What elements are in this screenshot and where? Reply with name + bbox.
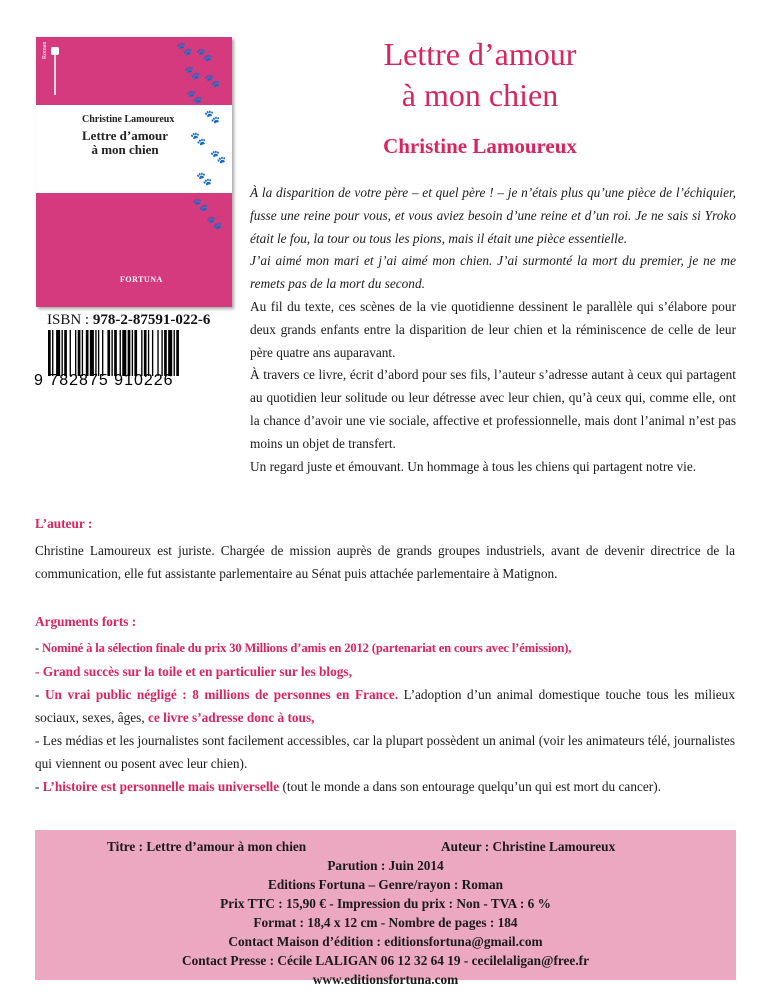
cover-vertical-rule xyxy=(54,51,56,95)
info-price: Prix TTC : 15,90 € - Impression du prix : Non - TVA : 6 % xyxy=(220,896,551,911)
barcode-bar xyxy=(78,330,81,376)
info-contact-press: Contact Presse : Cécile LALIGAN 06 12 32 64 19 - cecilelaligan@free.fr xyxy=(182,953,589,968)
cover-author: Christine Lamoureux xyxy=(82,114,175,125)
paw-print-icon: 🐾 xyxy=(184,65,201,80)
barcode-bar xyxy=(90,330,94,376)
barcode-bar xyxy=(174,330,175,376)
barcode-bar xyxy=(48,330,51,376)
barcode-bar xyxy=(102,330,103,376)
cover-title: Lettre d’amour à mon chien xyxy=(82,128,169,157)
arguments-heading: Arguments forts : xyxy=(35,614,137,629)
synopsis xyxy=(250,182,736,478)
author-bio: Christine Lamoureux est juriste. Chargée de mission auprès de grands groupes industriels, avant de devenir directrice de la communication, elle fut assistante parlementaire au Sénat puis attachée parlementaire à Matignon. xyxy=(35,543,735,581)
info-parution: Parution : Juin 2014 xyxy=(327,858,444,873)
paw-print-icon: 🐾 xyxy=(186,89,203,104)
barcode-bar xyxy=(120,330,121,376)
barcode-bar xyxy=(52,330,53,376)
info-author: Auteur : Christine Lamoureux xyxy=(441,839,616,854)
isbn-number: 978-2-87591-022-6 xyxy=(92,312,211,328)
paw-print-icon: 🐾 xyxy=(196,171,213,186)
barcode-bar xyxy=(107,330,110,376)
paw-print-icon: 🐾 xyxy=(204,109,221,124)
argument-item: - Nominé à la sélection finale du prix 30 Millions d’amis en 2012 (partenariat en cours avec l’émission), xyxy=(35,641,572,655)
barcode-bar xyxy=(122,330,126,376)
argument-item: - Grand succès sur la toile et en particulier sur les blogs, xyxy=(35,664,352,679)
argument-item: - L’histoire est personnelle mais universelle (tout le monde a dans son entourage quelqu’un qui est mort du cancer). xyxy=(35,779,661,794)
paw-print-icon: 🐾 xyxy=(176,41,193,56)
author-name: Christine Lamoureux xyxy=(383,134,577,158)
barcode-bar xyxy=(176,330,179,376)
synopsis-paragraph: À travers ce livre, écrit d’abord pour ses fils, l’auteur s’adresse autant à ceux qui partagent au quotidien leur solitude ou leur détresse avec leur chien, qu’à ceux qui, comme elle, ont la chance d’avoir une vie sociale, affective et professionnelle, mais dont l’animal n’est pas moins un objet de transfert. xyxy=(250,367,736,451)
paw-print-icon: 🐾 xyxy=(210,149,227,164)
argument-item: - Les médias et les journalistes sont facilement accessibles, car la plupart possèdent un animal (voir les animateurs télé, journalistes qui viennent ou posent avec leur chien). xyxy=(35,733,735,771)
barcode-bar xyxy=(114,330,117,376)
synopsis-quote-2: J’ai aimé mon mari et j’ai aimé mon chien. J’ai surmonté la mort du premier, je ne me remets pas de la mort du second. xyxy=(250,253,736,292)
synopsis-paragraph: Au fil du texte, ces scènes de la vie quotidienne dessinent le parallèle qui s’élabore pour deux grands enfants entre la disparition de leur chien et la réminiscence de celle de leur père quatre ans auparavant. xyxy=(250,298,736,360)
barcode-bar xyxy=(152,330,153,376)
barcode-bar xyxy=(161,330,162,376)
cover-vertical-label: Roman xyxy=(42,41,48,59)
paw-print-icon: 🐾 xyxy=(190,131,207,146)
info-contact-publisher: Contact Maison d’édition : editionsfortuna@gmail.com xyxy=(228,934,543,949)
barcode-bar xyxy=(56,330,60,376)
barcode-bar xyxy=(111,330,112,376)
synopsis-quote-1: À la disparition de votre père – et quel père ! – je n’étais plus qu’une pièce de l’échiquier, fusse une reine pour vous, et vous aviez besoin d’une reine et d’un roi. Je ne sais si Yroko était le fou, la tour ou tous les pions, mais il était une pièce essentielle. xyxy=(250,185,736,246)
author-heading: L’auteur : xyxy=(35,516,93,531)
barcode-bar xyxy=(62,330,63,376)
paw-print-icon: 🐾 xyxy=(206,215,223,230)
info-website: www.editionsfortuna.com xyxy=(312,972,459,987)
info-editions: Editions Fortuna – Genre/rayon : Roman xyxy=(267,877,504,892)
barcode-digits: 9 782875 910226 xyxy=(34,372,174,389)
paw-print-icon: 🐾 xyxy=(192,197,209,212)
barcode xyxy=(44,330,219,376)
barcode-bar xyxy=(98,330,99,376)
info-title: Titre : Lettre d’amour à mon chien xyxy=(107,839,307,854)
barcode-bar xyxy=(144,330,147,376)
barcode-bar xyxy=(70,330,71,376)
barcode-bar xyxy=(164,330,167,376)
paw-print-icon: 🐾 xyxy=(204,73,221,88)
page-title: Lettre d’amour à mon chien xyxy=(383,36,577,113)
paw-print-icon: 🐾 xyxy=(196,47,213,62)
barcode-bar xyxy=(132,330,133,376)
info-format: Format : 18,4 x 12 cm - Nombre de pages : 184 xyxy=(253,915,518,930)
barcode-bar xyxy=(95,330,96,376)
barcode-bar xyxy=(82,330,83,376)
barcode-bar xyxy=(141,330,142,376)
synopsis-paragraph: Un regard juste et émouvant. Un hommage à tous les chiens qui partagent notre vie. xyxy=(250,458,697,474)
barcode-bar xyxy=(64,330,67,376)
barcode-bar xyxy=(148,330,149,376)
isbn-line: ISBN : 978-2-87591-022-6 xyxy=(47,312,211,328)
barcode-bar xyxy=(157,330,158,376)
barcode-bar xyxy=(168,330,172,376)
argument-item: - Un vrai public négligé : 8 millions de personnes en France. L’adoption d’un animal domestique touche tous les milieux sociaux, sexes, âges, ce livre s’adresse donc à tous, xyxy=(35,687,735,725)
barcode-bar xyxy=(75,330,76,376)
book-info-box xyxy=(35,830,736,987)
arguments-list xyxy=(35,637,735,798)
book-cover xyxy=(36,37,232,307)
cover-publisher: FORTUNA xyxy=(120,275,163,284)
barcode-bar xyxy=(86,330,89,376)
barcode-bar xyxy=(128,330,131,376)
barcode-bar xyxy=(134,330,137,376)
